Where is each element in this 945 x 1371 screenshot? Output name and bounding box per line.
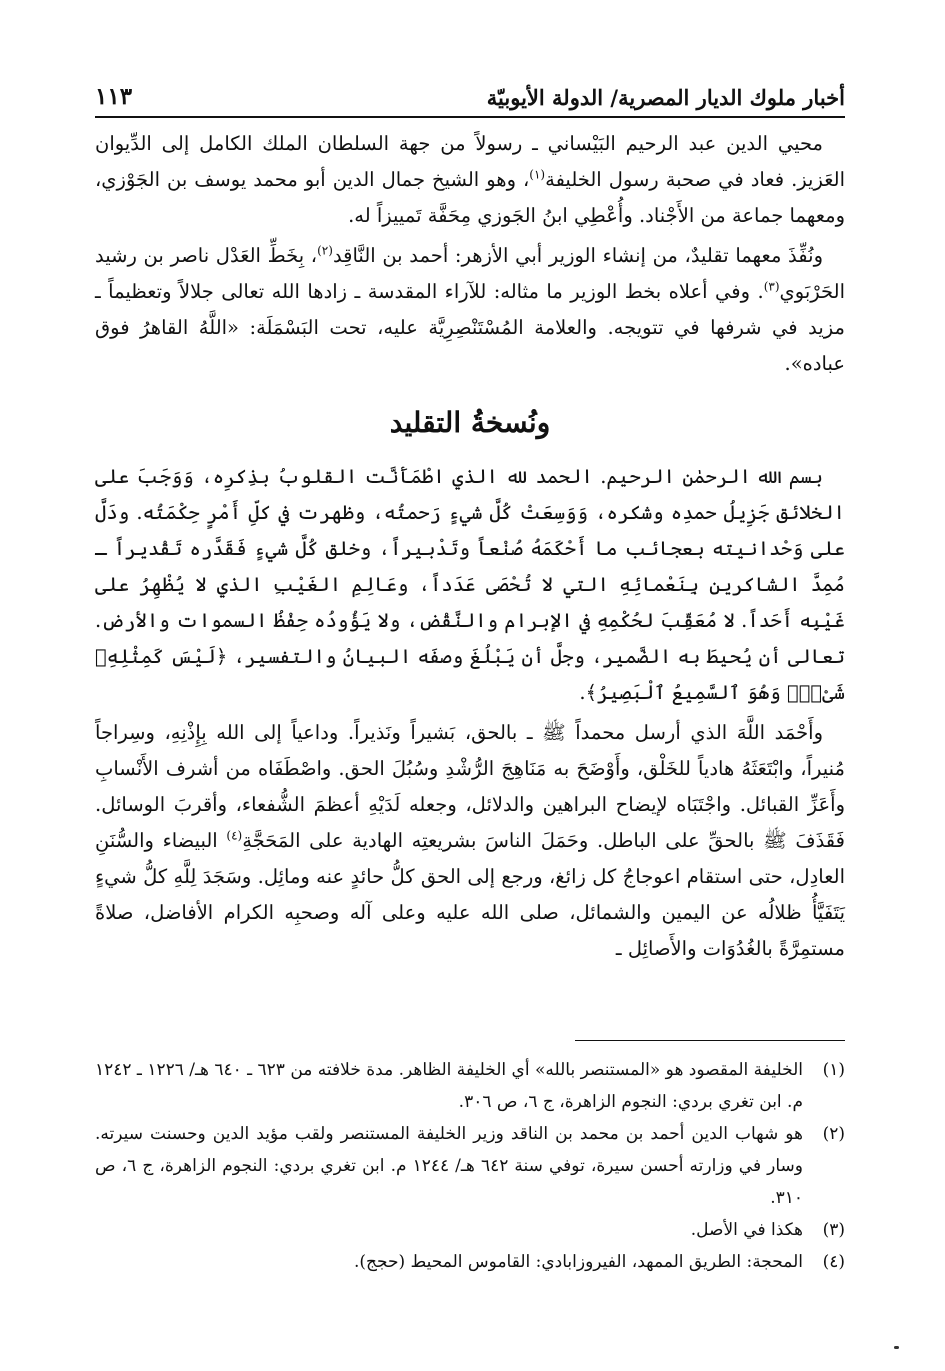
- paragraph-text: ونُفِّذَ معهما تقليدٌ، من إنشاء الوزير أبي الأزهر: أحمد بن النَّاقِد: [332, 244, 823, 267]
- paragraph-2: [95, 238, 845, 382]
- footnotes: [95, 1054, 845, 1278]
- footnote-ref-4: (٤): [226, 828, 243, 843]
- paragraph-text: ، بِخَطِّ العَدْل ناصر بن رشيد الحَرْبَوي: [95, 244, 845, 303]
- paragraph-text: ، وهو الشيخ جمال الدين أبو محمد يوسف بن الجَوْزي، ومعهما جماعة من الأَجْناد. وأُعْطِي ابنُ الجَوزي مِحَفَّة تَمييزاً له.: [95, 168, 845, 227]
- paragraph-4: [95, 715, 845, 967]
- footnote-ref-2: (٢): [317, 243, 333, 258]
- running-header: [95, 70, 845, 118]
- footnote-number: (٤): [822, 1252, 845, 1272]
- footnote-ref-1: (١): [529, 167, 546, 182]
- paragraph-3: [95, 459, 845, 711]
- footnote-text: الخليفة المقصود هو «المستنصر بالله» أي الخليفة الظاهر. مدة خلافته من ٦٢٣ ـ ٦٤٠ هـ/ ١٢٢٦ ـ ١٢٤٢ م. ابن تغري بردي: النجوم الزاهرة، ج ٦، ص ٣٠٦.: [95, 1060, 803, 1112]
- page-number: ١١٣: [95, 83, 133, 110]
- footnote-ref-3: (٣): [763, 279, 780, 294]
- running-title: أخبار ملوك الديار المصرية/ الدولة الأيوبيّة: [486, 85, 845, 110]
- footnote-3: [95, 1214, 845, 1246]
- paragraph-text: بسم الله الرحمٰن الرحيم. الحمد لله الذي اطْمَأَنَّت القلوبُ بذِكرِه، وَوَجَبَ على الخلائق جَزِيلُ حمدِه وشكره، وَوَسِعَتْ كُلَّ شيءٍ رَحمتُه، وظهرت في كلِّ أَمْرٍ حِكْمَتُه. ودَلَّ على وَحْدانيته بعجائب ما أَحْكَمَهُ صُنْعاً وتَدْبيراً، وخلق كُلَّ شيءٍ فَقَدَّره تَقْديراً ـ مُمِدَّ الشاكرين بِنَعْمائِهِ التي لا تُحْصَى عَدَداً، وعَالِمِ الغَيْبِ الذي لا يُظْهِرُ على غَيْبِه أَحَداً. لا مُعَقِّبَ لحُكْمِهِ في الإبرام والنَّقْض، ولا يَؤُودُه حِفْظُ السموات والأرض. تعالى أن يُحيطَ به الضَّمير، وجلَّ أن يَبْلُغَ وصفَه البيانُ والتفسير، ﴿لَيْسَ كَمِثْلِهِۦ شَىْءٌۖ وَهُوَ ٱلسَّمِيعُ ٱلْبَصِيرُ﴾.: [95, 465, 845, 704]
- footnote-number: (٣): [822, 1220, 845, 1240]
- footnote-text: هكذا في الأصل.: [690, 1220, 803, 1240]
- paragraph-text: . وفي أعلاه بخط الوزير ما مثاله: للآراء المقدسة ـ زادها الله تعالى جلالاً وتعظيماً ـ مزيد في شرفها في تتويجه. والعلامة المُسْتَنْصِرِيَّة عليه، تحت البَسْمَلَة: «اللَّهُ القاهرُ فوق عباده».: [95, 280, 845, 375]
- paragraph-text: البيضاء والسُّنَنِ العادِل، حتى استقام اعوجاجُ كل زائغ، ورجع إلى الحق كلُّ حائدٍ عنه ومائِل. وسَجَدَ لِلَّهِ كلُّ شيءٍ يَتَفَيَّأُ ظلالُه عن اليمين والشمائل، صلى الله عليه وعلى آله وصحبِه الكرام الأفاضل، صلاةً مستمِرَّةً بالغُدُوَات والأَصائِل ـ: [95, 829, 845, 960]
- footnote-number: (٢): [822, 1124, 845, 1144]
- footnote-2: [95, 1118, 845, 1214]
- footnote-4: [95, 1246, 845, 1278]
- paragraph-text: وأَحْمَد اللَّهَ الذي أرسل محمداً ﷺ ـ بالحق، بَشيراً ونَذيراً. وداعياً إلى الله بِإِذْنِهِ، وسِراجاً مُنيراً، وابْتَعَثَهُ هادياً للخَلْق، وأَوْضَحَ به مَنَاهِجَ الرُّشْدِ وسُبُلَ الحق. واصْطَفَاه من أشرف الأَنْسابِ وأَعَزِّ القبائل. واجْتَبَاه لإيضاح البراهين والدلائل، وجعله لَدَيْهِ أعظمَ الشُّفعاء، وأقربَ الوسائل. فَقَذَفَ ﷺ بالحقِّ على الباطل. وحَمَلَ الناسَ بشريعتِه الهادية على المَحَجَّةِ: [95, 721, 845, 852]
- footnote-1: [95, 1054, 845, 1118]
- main-text: [95, 126, 845, 967]
- paragraph-text: محيي الدين عبد الرحيم البَيْساني ـ رسولاً من جهة السلطان الملك الكامل إلى الدِّيوان العَزيز. فعاد في صحبة رسول الخليفة: [95, 132, 845, 191]
- footnote-divider: [575, 1040, 845, 1041]
- paragraph-1: [95, 126, 845, 234]
- section-title: ونُسخةُ التقليد: [389, 406, 551, 439]
- scan-speck: [894, 1346, 899, 1349]
- footnote-text: المحجة: الطريق الممهد، الفيروزابادي: القاموس المحيط (حجج).: [354, 1252, 803, 1272]
- footnote-text: هو شهاب الدين أحمد بن محمد بن الناقد وزير الخليفة المستنصر ولقب مؤيد الدين وحسنت سيرته. وسار في وزارته أحسن سيرة، توفي سنة ٦٤٢ هـ/ ١٢٤٤ م. ابن تغري بردي: النجوم الزاهرة، ج ٦، ص ٣١٠.: [95, 1124, 803, 1208]
- footnote-number: (١): [822, 1060, 845, 1080]
